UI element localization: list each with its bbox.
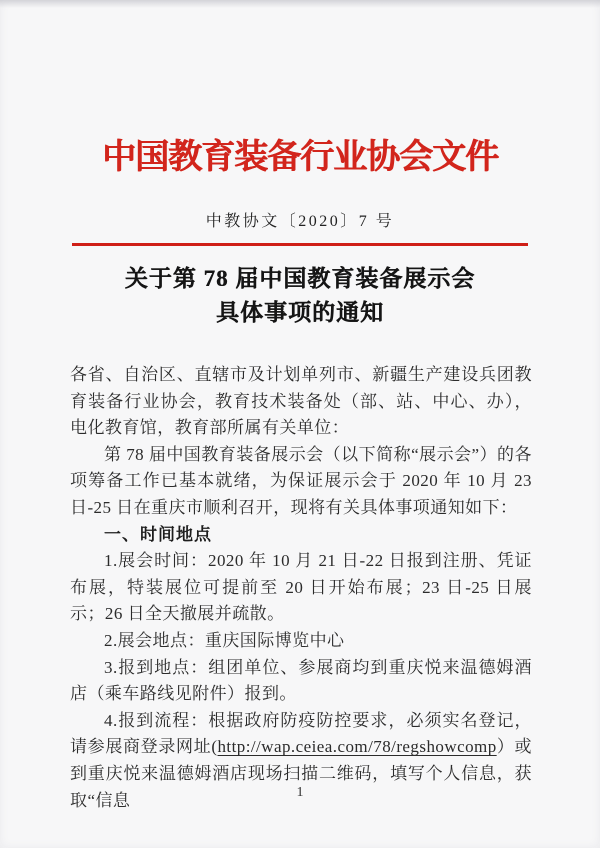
text-run: 一、时间地点 xyxy=(104,524,212,544)
url-text: http://wap.ceiea.com/78/regshowcomp xyxy=(217,737,497,757)
text-run: 1.展会时间：2020 年 10 月 21 日-22 日报到注册、凭证布展，特装展位可提前至 20 日开始布展；23 日-25 日展示；26 日全天撤展并疏散。 xyxy=(70,551,532,624)
text-run: 2.展会地点：重庆国际博览中心 xyxy=(104,630,345,650)
body-paragraph xyxy=(70,362,532,442)
text-run: ）或到重庆悦来温德姆酒店现场扫描二维码，填写个人信息，获取“信息 xyxy=(70,737,532,810)
document-number: 中教协文〔2020〕7 号 xyxy=(205,213,395,230)
document-title-line1: 关于第 78 届中国教育装备展示会 xyxy=(124,266,476,291)
text-run: 第 78 届中国教育装备展示会（以下简称“展示会”）的各项筹备工作已基本就绪，为保证展示会于 2020 年 10 月 23 日-25 日在重庆市顺利召开，现将有关具体事项通知如下： xyxy=(70,444,532,517)
body-paragraph xyxy=(70,548,532,628)
page-number: 1 xyxy=(296,785,304,800)
body-paragraph xyxy=(70,442,532,522)
red-divider-rule xyxy=(72,243,528,246)
section-heading xyxy=(70,522,532,549)
body-paragraph xyxy=(70,655,532,708)
document-body xyxy=(70,362,532,814)
org-letterhead-title: 中国教育装备行业协会文件 xyxy=(102,139,498,176)
text-run: 4.报到流程：根据政府防疫防控要求，必须实名登记，请参展商登录网址( xyxy=(70,710,532,757)
text-run: 3.报到地点：组团单位、参展商均到重庆悦来温德姆酒店（乘车路线见附件）报到。 xyxy=(70,657,532,704)
document-title-line2: 具体事项的通知 xyxy=(216,300,384,325)
document-title xyxy=(0,262,600,330)
text-run: 各省、自治区、直辖市及计划单列市、新疆生产建设兵团教育装备行业协会，教育技术装备处（部、站、中心、办），电化教育馆，教育部所属有关单位： xyxy=(70,365,532,438)
body-paragraph xyxy=(70,628,532,655)
